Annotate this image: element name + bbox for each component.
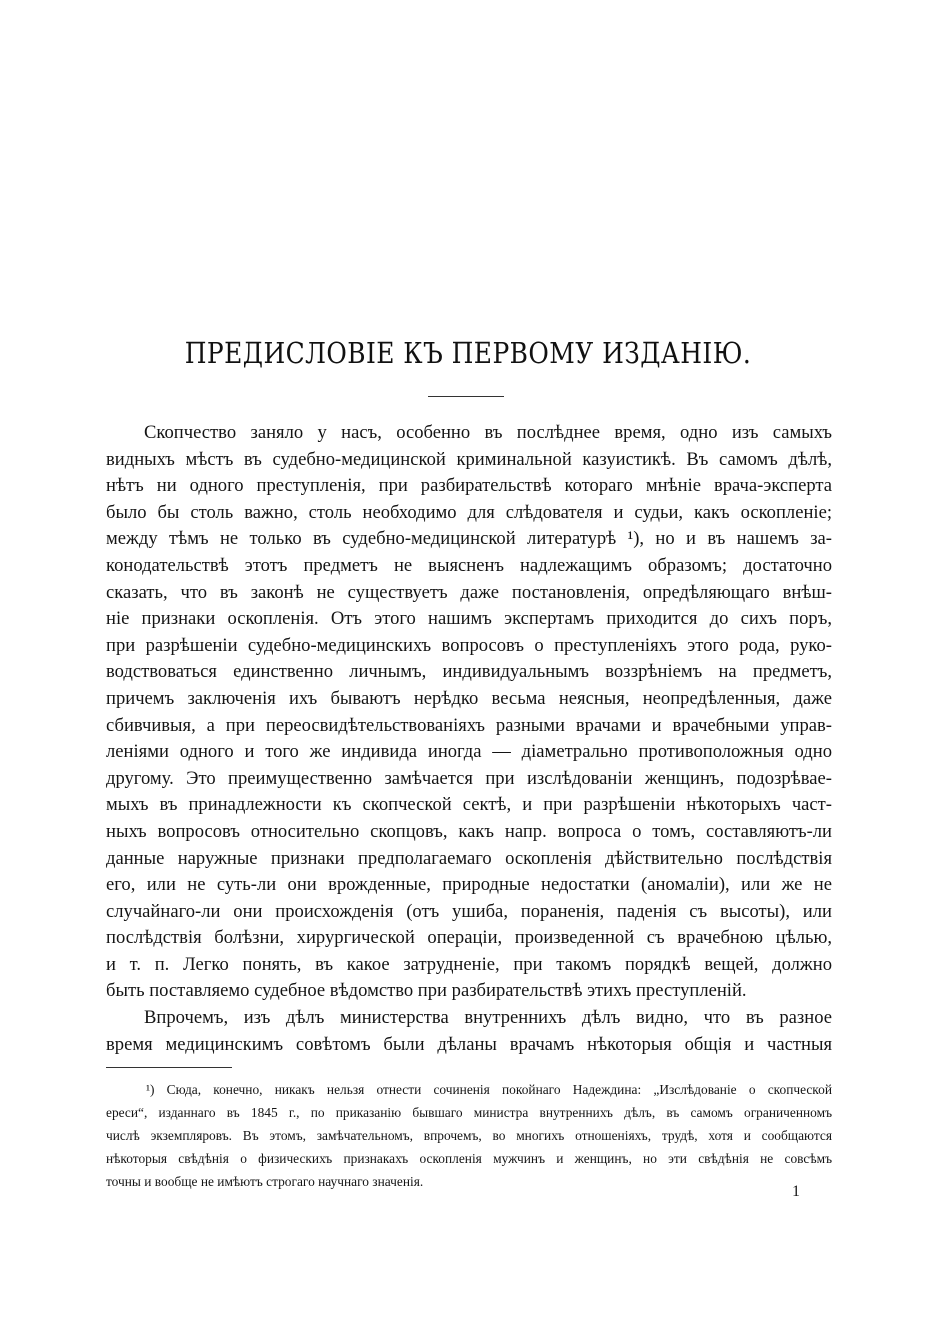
footnote-divider [106, 1067, 232, 1068]
text-line: ніе признаки оскопленія. Отъ этого нашимъ экспертамъ приходится до сихъ поръ, [106, 608, 832, 630]
text-line: при разрѣшеніи судебно-медицинскихъ вопросовъ о преступленіяхъ этого рода, руко- [106, 634, 832, 656]
text-line: Скопчество заняло у насъ, особенно въ послѣднее время, одно изъ самыхъ [144, 422, 832, 443]
text-line: ныхъ вопросовъ относительно скопцовъ, какъ напр. вопроса о томъ, составляютъ-ли [106, 820, 832, 842]
text-line: время медицинскимъ совѣтомъ были дѣланы врачамъ нѣкоторыя общія и частныя [106, 1033, 832, 1055]
text-line: причемъ заключенія ихъ бываютъ нерѣдко весьма неясныя, неопредѣленныя, даже [106, 687, 832, 709]
page-title: ПРЕДИСЛОВІЕ КЪ ПЕРВОМУ ИЗДАНІЮ. [184, 336, 752, 370]
text-line: и т. п. Легко понять, въ какое затрудненіе, при такомъ порядкѣ вещей, должно [106, 953, 832, 975]
text-line: было бы столь важно, столь необходимо для слѣдователя и судьи, какъ оскопленіе; [106, 501, 832, 523]
footnote-line: ¹) Сюда, конечно, никакъ нельзя отнести сочиненія покойнаго Надеждина: „Изслѣдованіе о скопческой [146, 1082, 832, 1097]
text-line: водствоваться единственно личнымъ, индивидуальнымъ воззрѣніемъ на предметъ, [106, 661, 832, 683]
text-line: послѣдствія болѣзни, хирургической операціи, произведенной съ врачебною цѣлью, [106, 927, 832, 949]
text-line: сбивчивыя, а при переосвидѣтельствованіяхъ разными врачами и врачебными управ- [106, 714, 832, 736]
text-line: между тѣмъ не только въ судебно-медицинской литературѣ ¹), но и въ нашемъ за- [106, 528, 832, 550]
text-line: другому. Это преимущественно замѣчается при изслѣдованіи женщинъ, подозрѣвае- [106, 767, 832, 789]
text-line: Впрочемъ, изъ дѣлъ министерства внутреннихъ дѣлъ видно, что въ разное [144, 1007, 832, 1029]
text-line: его, или не суть-ли они врожденные, природные недостатки (аномаліи), или же не [106, 874, 832, 896]
footnote-line: числѣ экземпляровъ. Въ этомъ, замѣчательномъ, впрочемъ, во многихъ отношеніяхъ, трудѣ, хотя и сообщаются [106, 1128, 832, 1143]
preface-body [106, 420, 832, 1058]
footnote-line: ереси“, изданнаго въ 1845 г., по приказанію бывшаго министра внутреннихъ дѣлъ, въ самомъ ограниченномъ [106, 1105, 832, 1120]
title-divider [428, 396, 504, 397]
footnote-line: точны и вообще не имѣютъ строгаго научнаго значенія. [106, 1174, 424, 1189]
text-line: случайнаго-ли они происхожденія (отъ ушиба, пораненія, паденія съ высоты), или [106, 900, 832, 922]
text-line: данные наружные признаки предполагаемаго оскопленія дѣйствительно послѣдствія [106, 847, 832, 869]
text-line: быть поставляемо судебное вѣдомство при разбирательствѣ этихъ преступленій. [106, 980, 747, 1002]
text-line: сказать, что въ законѣ не существуетъ даже постановленія, опредѣляющаго внѣш- [106, 581, 832, 603]
text-line: конодательствѣ этотъ предметъ не выясненъ надлежащимъ образомъ; достаточно [106, 554, 832, 576]
text-line: мыхъ въ принадлежности къ скопческой сектѣ, и при разрѣшеніи нѣкоторыхъ част- [106, 794, 832, 816]
text-line: видныхъ мѣстъ въ судебно-медицинской криминальной казуистикѣ. Въ самомъ дѣлѣ, [106, 448, 832, 470]
footnote-line: нѣкоторыя свѣдѣнія о физическихъ признакахъ оскопленія мужчинъ и женщинъ, но эти свѣдѣнія не совсѣмъ [106, 1151, 832, 1166]
footnote [106, 1078, 832, 1193]
text-line: нѣтъ ни одного преступленія, при разбирательствѣ котораго мнѣніе врача-эксперта [106, 475, 832, 497]
text-line: леніями одного и того же индивида иногда — діаметрально противоположныя одно [106, 741, 832, 763]
page-number: 1 [792, 1183, 800, 1200]
